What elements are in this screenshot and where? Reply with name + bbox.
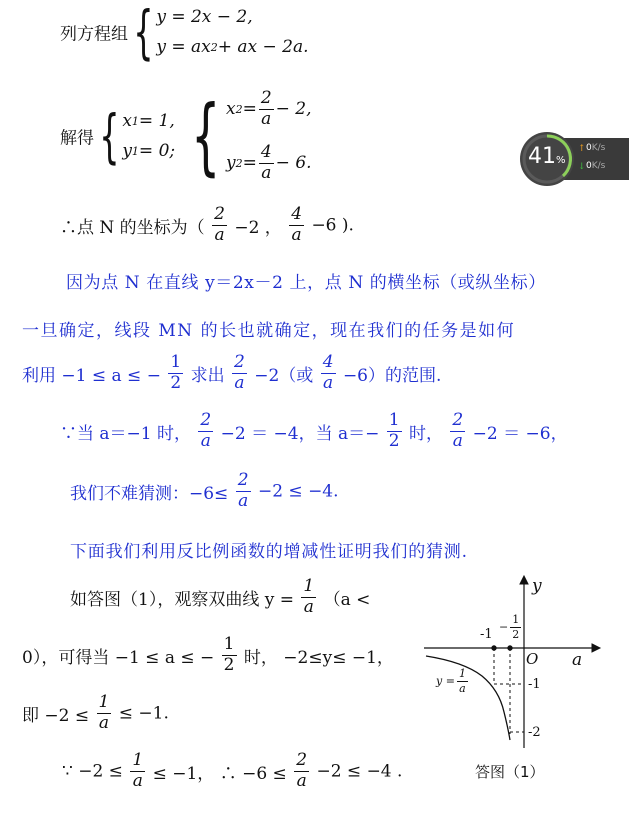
tick-half: − $\frac{1}{2}$ <box>499 613 520 641</box>
upload-arrow-icon: ↑ <box>578 144 586 154</box>
tick-neg1: -1 <box>480 627 493 642</box>
point-half <box>508 646 512 650</box>
y-axis-label: y <box>532 576 542 596</box>
left-brace: { <box>133 0 155 66</box>
curve-label: y = $\frac{1}{a}$ <box>436 667 466 695</box>
download-speed: 0K/s <box>586 161 606 171</box>
equation-system <box>60 0 309 66</box>
system-label: 列方程组 <box>60 24 128 45</box>
because-line: ∵当 a＝−1 时， $\frac{2}{a}$ −2 ＝ −4，当 a＝− $\frac{1}{2}$ 时， $\frac{2}{a}$ −2 ＝ −6， <box>60 410 568 451</box>
blue-para-line-1: 因为点 N 在直线 y＝2x－2 上，点 N 的横坐标（或纵坐标） <box>66 273 546 293</box>
system-row-1: y = 2x − 2, <box>156 7 253 27</box>
y-axis-arrow-icon <box>520 576 528 584</box>
y-tick-neg2: -2 <box>528 725 541 740</box>
point-n-line: ∴点 N 的坐标为（ $\frac{2}{a}$ −2 ， $\frac{4}{a}$ −6 ). <box>60 204 354 245</box>
memory-percent: 41% <box>528 144 566 169</box>
left-brace: { <box>99 102 121 170</box>
ie-line: 即 −2 ≤ $\frac{1}{a}$ ≤ −1. <box>22 692 169 733</box>
left-brace: { <box>190 87 220 185</box>
system-row-2: y = ax 2 + ax − 2a. <box>156 37 309 57</box>
upload-speed: 0K/s <box>586 143 606 153</box>
blue-para-line-3: 利用 −1 ≤ a ≤ − $\frac{1}{2}$ 求出 $\frac{2}{a}$ −2（或 $\frac{4}{a}$ −6）的范围. <box>22 352 442 393</box>
final-line: ∵ −2 ≤ $\frac{1}{a}$ ≤ −1， ∴ −6 ≤ $\frac{2}{a}$ −2 ≤ −4 . <box>62 750 403 791</box>
x-axis-label: a <box>572 650 583 670</box>
hyperbola-line: 如答图（1），观察双曲线 y = $\frac{1}{a}$ （a < <box>70 576 371 617</box>
proof-intro: 下面我们利用反比例函数的增减性证明我们的猜测. <box>70 542 468 562</box>
solution-1 <box>99 102 176 170</box>
figure-caption: 答图（1） <box>475 763 545 781</box>
guess-line: 我们不难猜测：−6≤ $\frac{2}{a}$ −2 ≤ −4. <box>70 470 339 511</box>
x2-row: x 2 = $\frac{2}{a}$ − 2, <box>225 87 312 129</box>
y1-row: y 1 = 0; <box>122 141 176 161</box>
x1-row: x 1 = 1, <box>122 111 175 131</box>
download-arrow-icon: ↓ <box>578 162 586 172</box>
solution-2 <box>187 88 312 184</box>
network-speed-widget[interactable] <box>520 132 629 186</box>
y2-row: y 2 = $\frac{4}{a}$ − 6. <box>225 141 312 183</box>
x-axis-arrow-icon <box>592 644 600 652</box>
solution-label: 解得 <box>60 128 94 149</box>
origin-label: O <box>526 650 539 668</box>
system-brace-group <box>133 0 309 66</box>
range-line: 0），可得当 −1 ≤ a ≤ − $\frac{1}{2}$ 时， −2≤y≤ −1， <box>22 634 394 675</box>
blue-para-line-2: 一旦确定，线段 MN 的长也就确定，现在我们的任务是如何 <box>22 321 516 341</box>
point-neg1 <box>492 646 496 650</box>
solution-block <box>60 88 312 184</box>
widget-circle <box>520 132 574 186</box>
y-tick-neg1: -1 <box>528 677 541 692</box>
